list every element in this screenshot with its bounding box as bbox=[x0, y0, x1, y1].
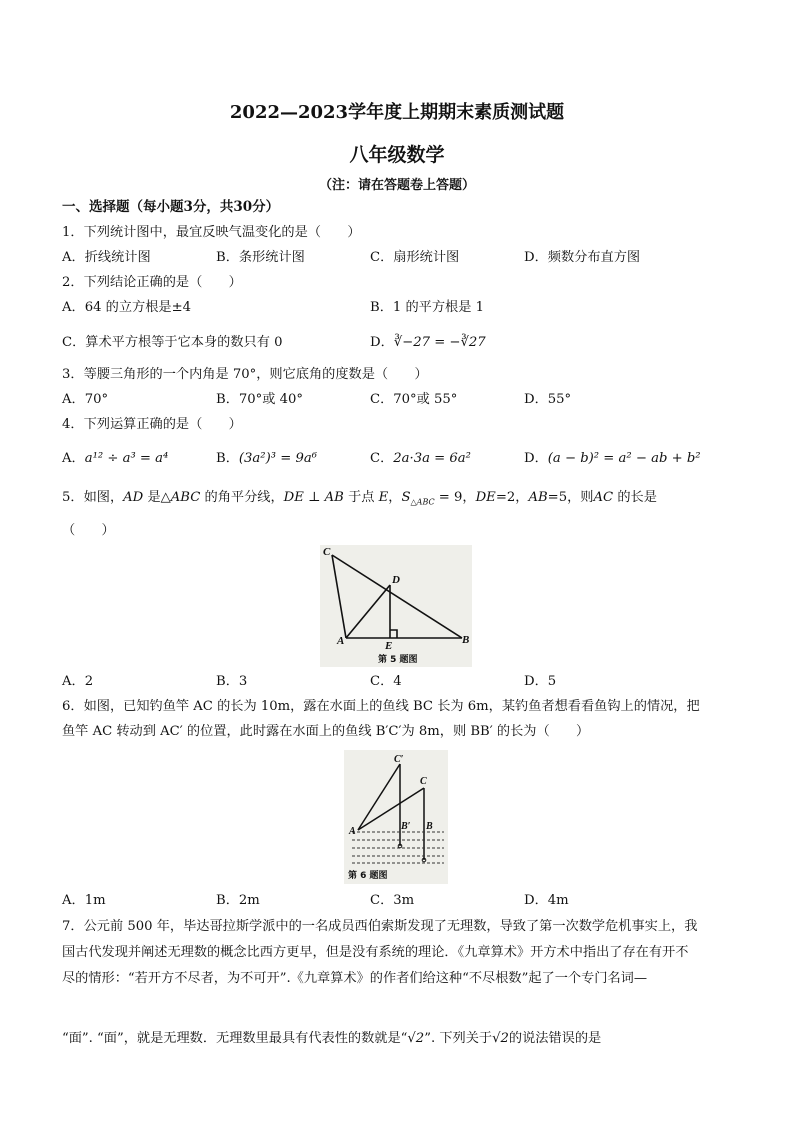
q2-option-a: A．64 的立方根是±4 bbox=[62, 300, 192, 315]
q5-point-e: E bbox=[378, 490, 389, 505]
q1-option-b: B．条形统计图 bbox=[216, 250, 305, 265]
q5-triangle-abc: ABC bbox=[170, 490, 201, 505]
q2-option-b: B．1 的平方根是 1 bbox=[370, 300, 484, 315]
q7-line-3: 尽的情形：“若开方不尽者，为不可开”.《九章算术》的作者们给这种“不尽根数”起了一个专门名词— bbox=[62, 971, 648, 986]
q5-stem-text: ， bbox=[388, 490, 402, 505]
q3-option-c: C．70°或 55° bbox=[370, 392, 458, 407]
q6-label-b-prime: B′ bbox=[401, 821, 411, 832]
q4-option-b-label: B． bbox=[216, 451, 239, 466]
q7-line-4-text: “面”. “面”，就是无理数．无理数里最具有代表性的数就是“ bbox=[62, 1031, 408, 1046]
q4-option-b bbox=[216, 450, 317, 468]
q5-stem-text: =5，则 bbox=[547, 490, 594, 505]
q4-option-c-expr: 2a·3a = 6a² bbox=[393, 451, 471, 466]
q5-option-a: A．2 bbox=[62, 674, 94, 689]
q7-line-4 bbox=[62, 1030, 601, 1048]
q5-segment-ab: AB bbox=[528, 490, 548, 505]
q6-label-a: A bbox=[349, 826, 356, 837]
q4-option-a bbox=[62, 450, 168, 468]
exam-subtitle: 八年级数学 bbox=[349, 144, 445, 166]
exam-note: （注：请在答题卷上答题） bbox=[318, 178, 475, 193]
q5-label-d: D bbox=[392, 574, 400, 586]
q5-segment-ad: AD bbox=[123, 490, 144, 505]
q5-label-b: B bbox=[462, 634, 470, 646]
q6-line-1: 6．如图，已知钓鱼竿 AC 的长为 10m，露在水面上的鱼线 BC 长为 6m，某钓鱼者想看看鱼钩上的情况，把 bbox=[62, 699, 700, 714]
q4-stem: 4．下列运算正确的是（ ） bbox=[62, 417, 242, 432]
q5-label-e: E bbox=[385, 640, 393, 652]
q6-figure-caption: 第 6 题图 bbox=[348, 871, 388, 881]
q6-option-b: B．2m bbox=[216, 893, 260, 908]
q2-option-d bbox=[370, 334, 486, 352]
q6-label-b: B bbox=[426, 821, 433, 832]
q6-figure bbox=[344, 750, 448, 884]
q3-option-b: B．70°或 40° bbox=[216, 392, 304, 407]
q7-line-1: 7．公元前 500 年，毕达哥拉斯学派中的一名成员西伯索斯发现了无理数，导致了第一次数学危机事实上，我 bbox=[62, 919, 698, 934]
q4-option-a-label: A． bbox=[62, 451, 85, 466]
q5-option-b: B．3 bbox=[216, 674, 248, 689]
section-heading: 一、选择题（每小题3分，共30分） bbox=[62, 199, 280, 215]
q5-label-c: C bbox=[323, 546, 331, 558]
q5-stem-text: 是△ bbox=[143, 490, 171, 505]
q3-option-d: D．55° bbox=[524, 392, 572, 407]
q5-figure bbox=[320, 545, 472, 667]
q5-paren: （ ） bbox=[62, 523, 115, 538]
q1-option-a: A．折线统计图 bbox=[62, 250, 151, 265]
q5-area-symbol: S bbox=[401, 490, 411, 505]
q1-option-c: C．扇形统计图 bbox=[370, 250, 460, 265]
q5-stem-text: 于点 bbox=[343, 490, 379, 505]
exam-title: 2022—2023学年度上期期末素质测试题 bbox=[229, 102, 565, 123]
q1-option-d: D．频数分布直方图 bbox=[524, 250, 641, 265]
q2-option-d-label: D． bbox=[370, 335, 394, 350]
q4-option-a-expr: a¹² ÷ a³ = a⁴ bbox=[84, 451, 169, 466]
q5-option-d: D．5 bbox=[524, 674, 557, 689]
q6-line-2: 鱼竿 AC 转动到 AC′ 的位置，此时露在水面上的鱼线 B′C′为 8m，则 BB′ 的长为（ ） bbox=[62, 724, 590, 739]
q5-stem-text: 5．如图， bbox=[62, 490, 124, 505]
q5-segment-ac: AC bbox=[593, 490, 614, 505]
q7-sqrt2: √2 bbox=[492, 1031, 509, 1046]
q1-stem: 1．下列统计图中，最宜反映气温变化的是（ ） bbox=[62, 225, 361, 240]
q5-stem-text: 的角平分线， bbox=[200, 490, 284, 505]
q4-option-d-expr: (a − b)² = a² − ab + b² bbox=[547, 451, 701, 466]
q5-label-a: A bbox=[337, 635, 345, 647]
q6-option-c: C．3m bbox=[370, 893, 415, 908]
q6-option-d: D．4m bbox=[524, 893, 569, 908]
q7-sqrt2: √2 bbox=[407, 1031, 425, 1046]
q5-perpendicular: DE ⊥ AB bbox=[283, 490, 344, 505]
q3-stem: 3．等腰三角形的一个内角是 70°，则它底角的度数是（ ） bbox=[62, 367, 428, 382]
q5-option-c: C．4 bbox=[370, 674, 402, 689]
q7-line-4-text: 的说法错误的是 bbox=[508, 1031, 602, 1046]
q5-stem-text: 的长是 bbox=[613, 490, 657, 505]
q5-stem bbox=[62, 489, 657, 512]
q3-option-a: A．70° bbox=[62, 392, 109, 407]
q5-figure-caption: 第 5 题图 bbox=[378, 655, 418, 665]
q5-stem-text: = 9， bbox=[434, 490, 476, 505]
q5-area-subscript: △ABC bbox=[410, 497, 435, 507]
q4-option-b-expr: (3a²)³ = 9a⁶ bbox=[238, 451, 317, 466]
q6-label-c-prime: C′ bbox=[394, 754, 404, 765]
q6-option-a: A．1m bbox=[62, 893, 106, 908]
q7-line-4-text: ”. 下列关于 bbox=[424, 1031, 493, 1046]
q2-stem: 2．下列结论正确的是（ ） bbox=[62, 275, 242, 290]
q4-option-d bbox=[524, 450, 701, 468]
q2-option-c: C．算术平方根等于它本身的数只有 0 bbox=[62, 335, 283, 350]
q2-option-d-expr: ∛−27 = −∛27 bbox=[393, 335, 486, 350]
q7-line-2: 国古代发现并阐述无理数的概念比西方更早，但是没有系统的理论．《九章算术》开方术中指出了存在有开不 bbox=[62, 945, 689, 960]
q6-label-c: C bbox=[420, 776, 427, 787]
q5-segment-de: DE bbox=[475, 490, 496, 505]
q4-option-d-label: D． bbox=[524, 451, 548, 466]
q4-option-c bbox=[370, 450, 471, 468]
q4-option-c-label: C． bbox=[370, 451, 394, 466]
q5-stem-text: =2， bbox=[495, 490, 529, 505]
